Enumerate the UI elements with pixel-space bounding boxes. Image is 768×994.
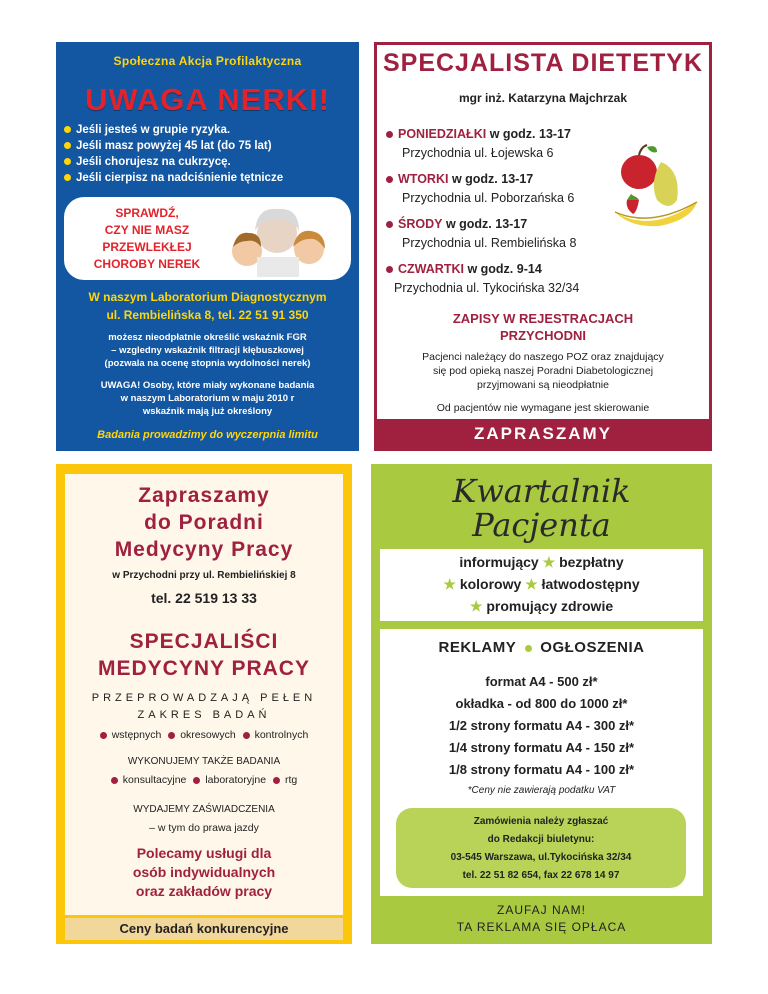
list-item: Jeśli jesteś w grupie ryzyka. bbox=[64, 122, 283, 138]
recommend-text: Polecamy usługi dla osób indywidualnych oraz zakładów pracy bbox=[132, 845, 276, 899]
bullet-icon bbox=[64, 158, 71, 165]
bullet-icon bbox=[193, 777, 200, 784]
magazine-title: Kwartalnik Pacjenta bbox=[452, 472, 631, 544]
bullet-icon bbox=[64, 126, 71, 133]
ads-heading: REKLAMY OGŁOSZENIA bbox=[438, 639, 645, 656]
schedule-monday: PONIEDZIAŁKI w godz. 13-17 Przychodnia ul. Łojewska 6 bbox=[386, 125, 571, 163]
list-item: Jeśli cierpisz na nadciśnienie tętnicze bbox=[64, 170, 283, 186]
list-item: Jeśli masz powyżej 45 lat (do 75 lat) bbox=[64, 138, 283, 154]
diet-person: mgr inż. Katarzyna Majchrzak bbox=[458, 91, 628, 105]
certs-heading: WYDAJEMY ZAŚWIADCZENIA bbox=[133, 804, 275, 815]
exam-types: wstępnych okresowych kontrolnych bbox=[65, 729, 343, 741]
bullet-icon bbox=[243, 732, 250, 739]
bullet-icon bbox=[386, 266, 393, 273]
notice-text: UWAGA! Osoby, które miały wykonane badania w naszym Laboratorium w maju 2010 r wskaźnik mają już określony bbox=[100, 380, 315, 417]
kidney-org: Społeczna Akcja Profilaktyczna bbox=[113, 54, 302, 68]
bullet-icon bbox=[168, 732, 175, 739]
kidney-ad bbox=[56, 42, 359, 451]
check-card bbox=[64, 197, 351, 280]
trust-text: ZAUFAJ NAM! TA REKLAMA SIĘ OPŁACA bbox=[456, 903, 627, 934]
bullet-icon bbox=[273, 777, 280, 784]
diet-footer-bar: ZAPRASZAMY bbox=[377, 419, 709, 448]
risk-list bbox=[64, 122, 283, 186]
star-icon: ★ bbox=[525, 576, 538, 592]
dietitian-ad bbox=[374, 42, 712, 451]
occ-inner bbox=[65, 474, 343, 915]
register-text: ZAPISY W REJESTRACJACH PRZYCHODNI bbox=[452, 311, 634, 343]
also-items: konsultacyjne laboratoryjne rtg bbox=[65, 774, 343, 786]
schedule-tuesday: WTORKI w godz. 13-17 Przychodnia ul. Poborzańska 6 bbox=[386, 170, 574, 208]
vat-note: *Ceny nie zawierają podatku VAT bbox=[467, 785, 616, 796]
schedule-wednesday: ŚRODY w godz. 13-17 Przychodnia ul. Rembielińska 8 bbox=[386, 215, 576, 253]
star-icon: ★ bbox=[443, 576, 456, 592]
referral-text: Od pacjentów nie wymagane jest skierowanie bbox=[436, 402, 650, 414]
bullet-icon bbox=[386, 176, 393, 183]
bullet-icon bbox=[386, 131, 393, 138]
ad-prices: format A4 - 500 zł* okładka - od 800 do 1000 zł* 1/2 strony formatu A4 - 300 zł* 1/4 strony formatu A4 - 150 zł* 1/8 strony formatu A4 - 100 zł* bbox=[448, 674, 635, 777]
diet-info: Pacjenci należący do naszego POZ oraz znajdujący się pod opieką naszej Poradni Diabetologicznej przyjmowani są nieodpłatnie bbox=[422, 351, 664, 391]
occ-invite: Zapraszamy do Poradni Medycyny Pracy bbox=[114, 484, 294, 561]
order-box: Zamówienia należy zgłaszać do Redakcji biuletynu: 03-545 Warszawa, ul.Tykocińska 32/34 tel. 22 51 82 654, fax 22 678 14 97 bbox=[396, 808, 686, 888]
check-text: SPRAWDŹ, CZY NIE MASZ PRZEWLEKŁEJ CHOROBY NEREK bbox=[93, 206, 201, 271]
kidney-footer: Badania prowadzimy do wyczerpnia limitu bbox=[97, 429, 318, 441]
occ-specialists: SPECJALIŚCI MEDYCYNY PRACY bbox=[98, 630, 310, 680]
diet-title: SPECJALISTA DIETETYK bbox=[382, 49, 704, 77]
magazine-features: informujący ★ bezpłatny ★ kolorowy ★ łatwodostępny ★ promujący zdrowie bbox=[380, 549, 703, 621]
bullet-icon bbox=[64, 142, 71, 149]
bullet-icon bbox=[111, 777, 118, 784]
star-icon: ★ bbox=[469, 598, 483, 614]
magazine-ad bbox=[371, 464, 712, 944]
schedule-thursday: CZWARTKI w godz. 9-14 Przychodnia ul. Tykocińska 32/34 bbox=[386, 260, 579, 298]
fgr-text: możesz nieodpłatnie określić wskaźnik FGR – wzgledny wskaźnik filtracji kłębuszkowej (pozwala na ocenę stopnia wydolności nerek) bbox=[104, 332, 311, 369]
star-icon: ★ bbox=[542, 554, 556, 570]
family-photo bbox=[217, 201, 337, 277]
certs-sub: – w tym do prawa jazdy bbox=[149, 822, 259, 834]
bullet-icon bbox=[100, 732, 107, 739]
occ-scope: PRZEPROWADZAJĄ PEŁEN ZAKRES BADAŃ bbox=[91, 692, 317, 721]
occupational-ad bbox=[56, 464, 352, 944]
list-item: Jeśli chorujesz na cukrzycę. bbox=[64, 154, 283, 170]
fruit-illustration bbox=[611, 142, 701, 232]
occ-address: w Przychodni przy ul. Rembielińskiej 8 bbox=[112, 570, 296, 581]
ads-box bbox=[380, 629, 703, 896]
lab-info: W naszym Laboratorium Diagnostycznym ul. Rembielińska 8, tel. 22 51 91 350 bbox=[88, 290, 327, 322]
kidney-headline: UWAGA NERKI! bbox=[84, 82, 331, 117]
bullet-icon bbox=[525, 645, 532, 652]
also-heading: WYKONUJEMY TAKŻE BADANIA bbox=[127, 756, 281, 767]
bullet-icon bbox=[64, 174, 71, 181]
bullet-icon bbox=[386, 221, 393, 228]
occ-phone: tel. 22 519 13 33 bbox=[151, 590, 257, 606]
occ-prices: Ceny badań konkurencyjne bbox=[65, 918, 343, 940]
